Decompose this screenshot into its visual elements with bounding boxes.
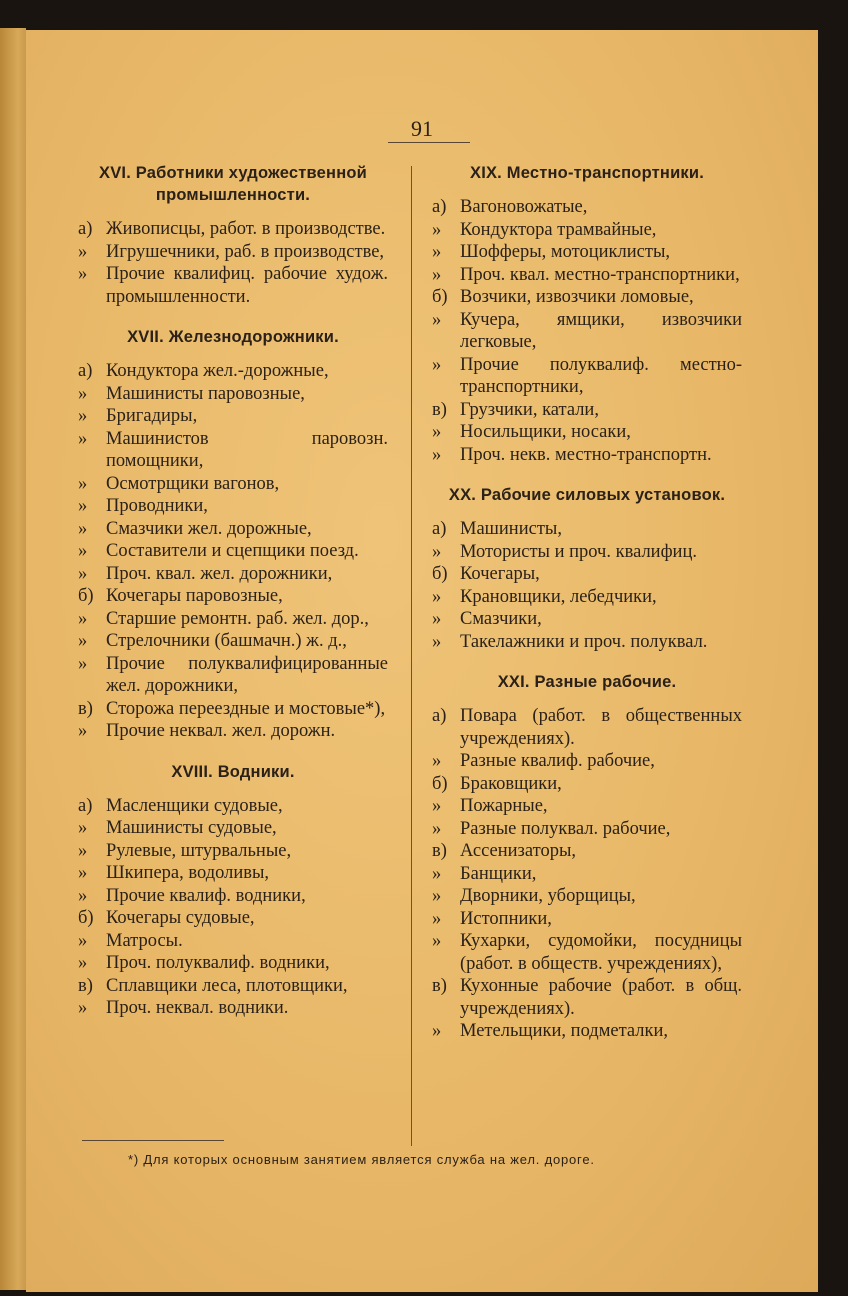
item-marker: в) [432, 976, 447, 996]
list-item [78, 540, 388, 563]
item-text: Прочие неквал. жел. дорожн. [106, 721, 336, 741]
item-text: Прочие квалифиц. рабочие худож. промышленности. [106, 264, 388, 307]
item-text: Проч. полуквалиф. водники, [106, 953, 330, 973]
item-text: Кондуктора трамвайные, [460, 219, 657, 240]
item-marker: » [78, 406, 88, 426]
section [432, 484, 742, 653]
list-item [78, 263, 388, 308]
item-marker: » [432, 1021, 442, 1041]
item-text: Бригадиры, [106, 406, 198, 426]
section [78, 326, 388, 743]
list-item [432, 705, 742, 750]
item-marker: б) [432, 773, 448, 794]
list-item [78, 428, 388, 473]
list-item [78, 653, 388, 698]
item-marker: » [78, 428, 88, 449]
item-marker: » [78, 721, 88, 741]
list-item [78, 817, 388, 840]
item-marker: » [432, 541, 442, 562]
item-text: Грузчики, катали, [460, 399, 599, 420]
column-divider [411, 166, 412, 1146]
list-item [78, 608, 388, 631]
list-item [78, 473, 388, 496]
item-text: Шкипера, водоливы, [106, 863, 270, 883]
item-marker: » [78, 608, 88, 629]
item-marker: » [432, 609, 442, 629]
item-text: Прочие полуквалиф. местно-транспортники, [460, 354, 742, 397]
item-text: Такелажники и проч. полуквал. [460, 631, 708, 652]
list-item [78, 907, 388, 930]
list-item [432, 444, 742, 467]
item-text: Смазчики, [460, 609, 542, 629]
list-item [78, 241, 388, 264]
item-marker: » [78, 998, 88, 1018]
section-heading: XX. Рабочие силовых установок. [448, 486, 726, 504]
item-text: Мотористы и проч. квалифиц. [460, 541, 697, 562]
item-marker: в) [78, 975, 93, 996]
list-item [432, 863, 742, 886]
item-text: Осмотрщики вагонов, [106, 473, 280, 494]
item-text: Проч. неквал. водники. [106, 998, 289, 1018]
list-item [78, 518, 388, 541]
list-item [78, 563, 388, 586]
item-text: Возчики, извозчики ломовые, [460, 287, 694, 307]
list-item [432, 631, 742, 654]
item-marker: » [78, 563, 88, 584]
list-item [78, 630, 388, 653]
item-marker: б) [432, 287, 448, 307]
item-text: Разные полуквал. рабочие, [460, 818, 671, 839]
section [78, 162, 388, 308]
item-marker: » [432, 931, 442, 951]
right-column [432, 162, 742, 1043]
list-item [432, 196, 742, 219]
list-item [78, 795, 388, 818]
list-item [78, 975, 388, 998]
item-marker: » [78, 840, 88, 861]
item-text: Живописцы, работ. в производстве. [106, 219, 386, 239]
list-item [78, 585, 388, 608]
section-heading: XVI. Работники художественной промышленности. [99, 164, 367, 204]
header-rule [388, 142, 470, 143]
item-marker: а) [432, 706, 447, 726]
item-marker: » [432, 818, 442, 839]
item-text: Кухарки, судомойки, посудницы (работ. в обществ. учреждениях), [460, 931, 742, 974]
item-text: Проч. квал. местно-транспортники, [460, 264, 740, 285]
list-item [78, 952, 388, 975]
list-item [432, 773, 742, 796]
list-item [432, 608, 742, 631]
item-text: Машинисты, [460, 519, 562, 539]
list-item [78, 840, 388, 863]
list-item [78, 383, 388, 406]
item-text: Прочие полуквалифицированные жел. дорожники, [106, 653, 388, 696]
section-heading: XIX. Местно-транспортники. [469, 164, 705, 182]
item-marker: » [432, 863, 442, 884]
item-text: Разные квалиф. рабочие, [460, 751, 655, 771]
list-item [78, 997, 388, 1020]
item-text: Носильщики, носаки, [460, 422, 631, 442]
item-text: Стрелочники (башмачн.) ж. д., [106, 631, 347, 651]
item-marker: а) [432, 197, 447, 217]
item-marker: а) [78, 219, 93, 239]
item-marker: » [78, 241, 88, 262]
item-text: Пожарные, [460, 796, 548, 816]
item-marker: » [78, 496, 88, 516]
item-marker: » [432, 309, 442, 330]
document-page [26, 30, 818, 1292]
item-marker: а) [432, 519, 447, 539]
item-marker: в) [432, 399, 447, 420]
list-item [432, 750, 742, 773]
item-text: Браковщики, [460, 773, 562, 794]
item-text: Смазчики жел. дорожные, [106, 518, 312, 539]
item-marker: а) [78, 361, 93, 381]
list-item [432, 541, 742, 564]
item-text: Шофферы, мотоциклисты, [460, 242, 670, 262]
item-marker: » [78, 631, 88, 651]
item-marker: в) [78, 698, 93, 719]
list-item [432, 219, 742, 242]
footnote: *) Для которых основным занятием является служба на жел. дороге. [128, 1152, 595, 1167]
list-item [432, 840, 742, 863]
item-marker: » [432, 242, 442, 262]
item-marker: » [78, 818, 88, 838]
item-text: Составители и сцепщики поезд. [106, 541, 359, 561]
item-text: Кочегары судовые, [106, 908, 255, 928]
item-marker: » [432, 422, 442, 442]
list-item [432, 309, 742, 354]
item-text: Ассенизаторы, [460, 841, 576, 861]
item-marker: » [78, 863, 88, 883]
list-item [78, 720, 388, 743]
list-item [78, 405, 388, 428]
item-text: Крановщики, лебедчики, [460, 586, 657, 607]
item-marker: » [432, 586, 442, 607]
item-marker: » [432, 796, 442, 816]
item-text: Прочие квалиф. водники, [106, 885, 306, 906]
list-item [432, 930, 742, 975]
item-marker: » [432, 886, 442, 906]
list-item [78, 885, 388, 908]
item-text: Сплавщики леса, плотовщики, [106, 975, 348, 996]
item-text: Истопники, [460, 908, 552, 929]
item-marker: » [432, 219, 442, 240]
section-heading: XVIII. Водники. [171, 762, 295, 781]
list-item [432, 421, 742, 444]
item-marker: » [78, 541, 88, 561]
item-marker: » [78, 518, 88, 539]
item-text: Игрушечники, раб. в производстве, [106, 241, 385, 262]
item-marker: » [432, 631, 442, 652]
section [432, 162, 742, 466]
item-text: Кухонные рабочие (работ. в общ. учреждениях). [460, 976, 742, 1019]
item-text: Проводники, [106, 496, 208, 516]
item-text: Кочегары паровозные, [106, 586, 283, 606]
item-text: Машинисты паровозные, [106, 383, 305, 404]
item-text: Машинисты судовые, [106, 818, 277, 838]
item-text: Машинистов паровозн. помощники, [106, 428, 388, 471]
list-item [432, 354, 742, 399]
list-item [432, 399, 742, 422]
item-marker: б) [78, 586, 94, 606]
list-item [432, 264, 742, 287]
item-marker: » [78, 264, 88, 284]
item-text: Дворники, уборщицы, [460, 886, 636, 906]
item-marker: в) [432, 841, 447, 861]
list-item [78, 930, 388, 953]
section [78, 761, 388, 1020]
list-item [432, 286, 742, 309]
item-text: Проч. некв. местно-транспортн. [460, 444, 712, 465]
list-item [78, 360, 388, 383]
section [432, 671, 742, 1043]
item-marker: » [78, 953, 88, 973]
item-text: Вагоновожатые, [460, 197, 588, 217]
list-item [432, 586, 742, 609]
item-marker: » [432, 751, 442, 771]
item-text: Повара (работ. в общественных учреждениях). [460, 706, 742, 749]
item-text: Банщики, [460, 863, 537, 884]
item-marker: б) [78, 908, 94, 928]
list-item [78, 218, 388, 241]
list-item [432, 1020, 742, 1043]
item-text: Матросы. [106, 930, 183, 951]
item-marker: » [78, 473, 88, 494]
footnote-rule [82, 1140, 224, 1141]
list-item [432, 818, 742, 841]
item-marker: » [78, 383, 88, 404]
item-marker: б) [432, 564, 448, 584]
list-item [432, 885, 742, 908]
item-text: Кондуктора жел.-дорожные, [106, 361, 329, 381]
item-marker: » [432, 354, 442, 375]
item-marker: » [78, 653, 88, 674]
left-column [78, 162, 388, 1020]
item-marker: » [432, 444, 442, 465]
section-heading: XVII. Железнодорожники. [127, 328, 339, 346]
item-text: Масленщики судовые, [106, 795, 283, 816]
list-item [432, 975, 742, 1020]
item-marker: а) [78, 795, 93, 816]
list-item [432, 518, 742, 541]
item-text: Кучера, ямщики, извозчики легковые, [460, 309, 742, 352]
list-item [432, 563, 742, 586]
list-item [78, 495, 388, 518]
item-text: Проч. квал. жел. дорожники, [106, 563, 333, 584]
section-heading: XXI. Разные рабочие. [497, 673, 677, 691]
item-marker: » [78, 885, 88, 906]
item-text: Кочегары, [460, 564, 540, 584]
list-item [78, 698, 388, 721]
item-marker: » [432, 264, 442, 285]
list-item [78, 862, 388, 885]
item-text: Метельщики, подметалки, [460, 1021, 669, 1041]
item-marker: » [78, 930, 88, 951]
item-text: Старшие ремонтн. раб. жел. дор., [106, 608, 369, 629]
item-text: Рулевые, штурвальные, [106, 840, 292, 861]
list-item [432, 908, 742, 931]
page-number: 91 [411, 116, 433, 141]
item-marker: » [432, 908, 442, 929]
list-item [432, 795, 742, 818]
list-item [432, 241, 742, 264]
item-text: Сторожа переездные и мостовые*), [106, 698, 386, 719]
book-spine-edge [0, 28, 26, 1290]
